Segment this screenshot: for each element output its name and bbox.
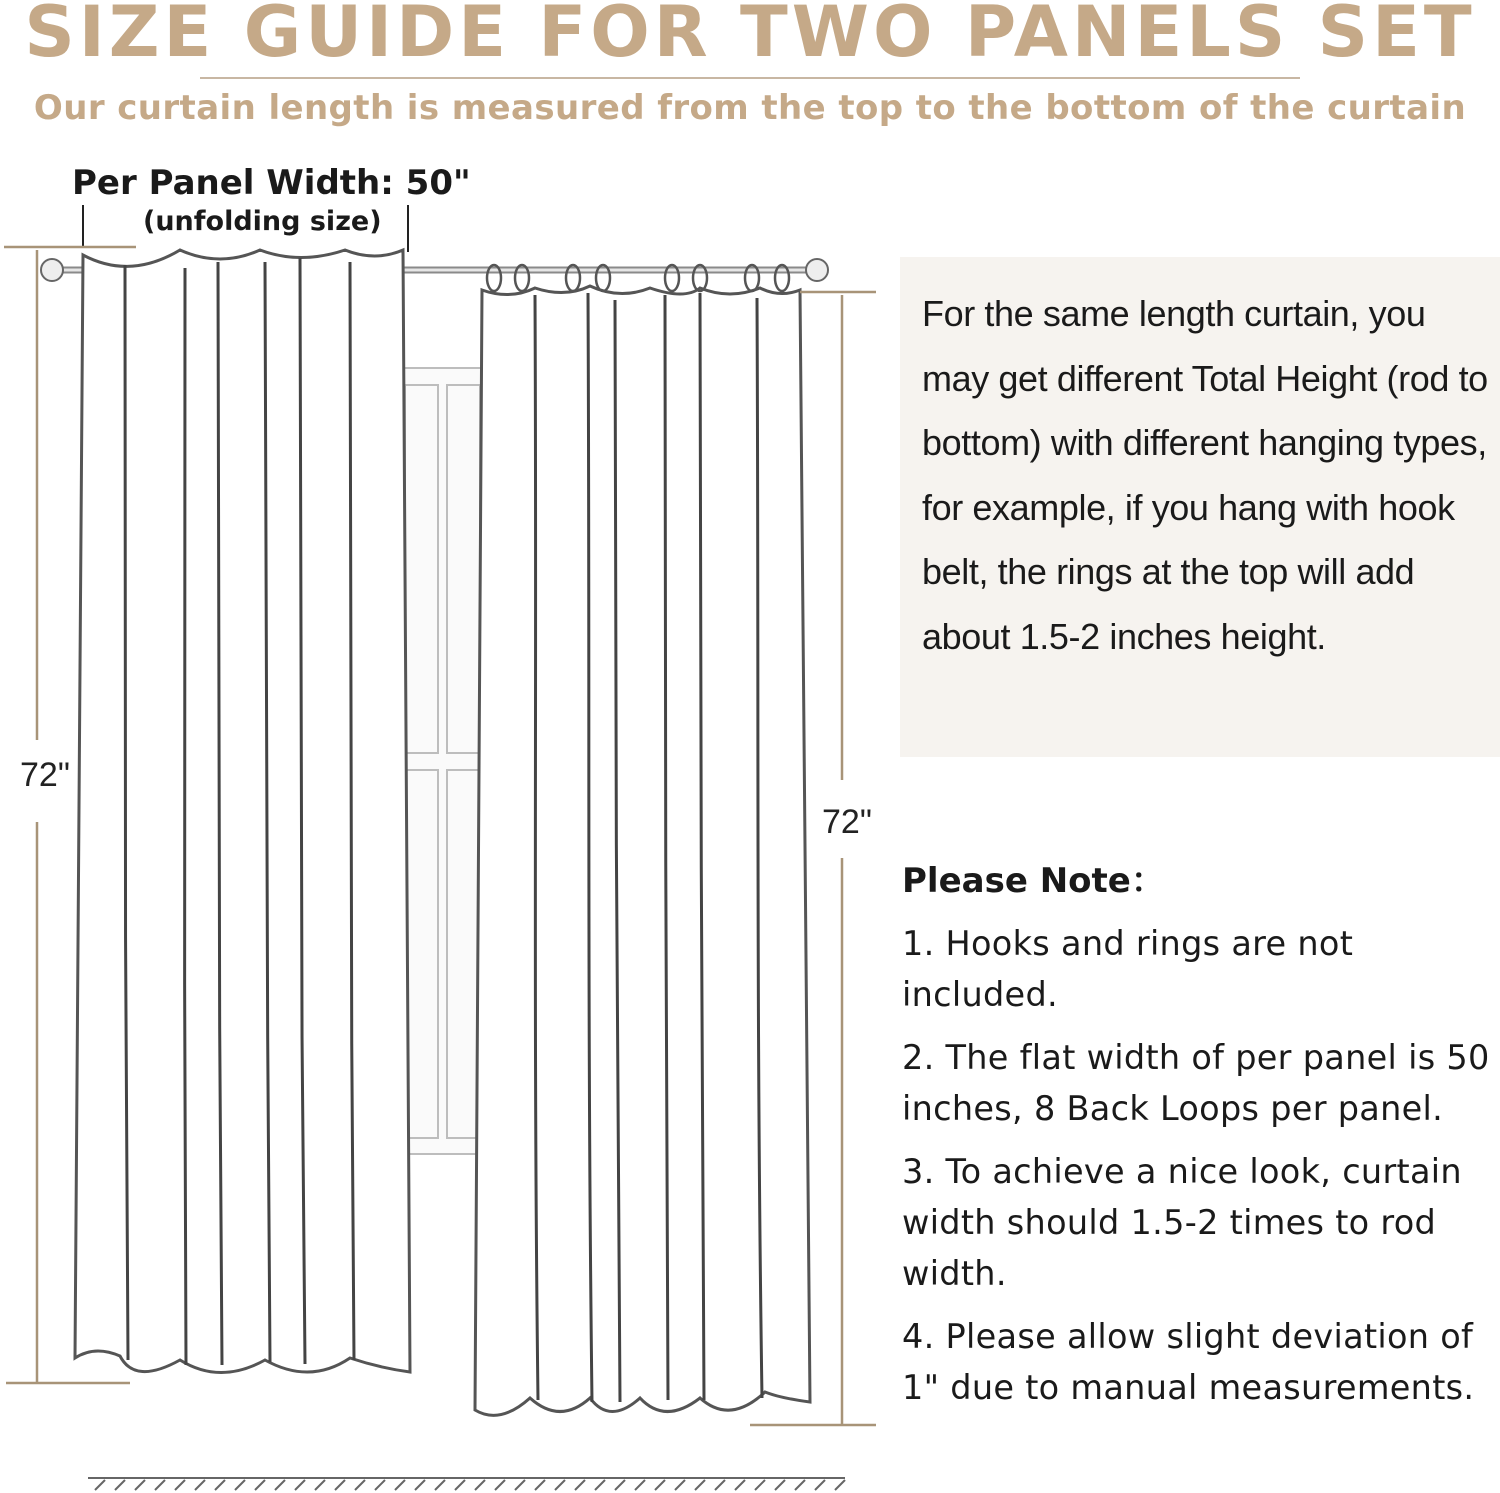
window-frame (403, 368, 485, 1154)
floor-hatching (88, 1478, 845, 1490)
info-text: For the same length curtain, you may get different Total Height (rod to bottom) with different hanging types, for example, if you hang with hook belt, the rings at the top will add about 1.5-2 inches height. (922, 293, 1488, 657)
notes-list (902, 918, 1500, 1425)
panel-width-note: (unfolding size) (143, 206, 382, 237)
info-box (900, 257, 1500, 757)
left-height-label: 72" (20, 756, 70, 794)
panel-width-label: Per Panel Width: 50" (72, 163, 471, 203)
note-item: 2. The flat width of per panel is 50 inches, 8 Back Loops per panel. (902, 1038, 1490, 1128)
page-title: SIZE GUIDE FOR TWO PANELS SET (24, 0, 1476, 73)
page-subtitle: Our curtain length is measured from the top to the bottom of the curtain (33, 88, 1467, 128)
right-height-label: 72" (822, 803, 872, 841)
note-item: 4. Please allow slight deviation of 1" due to manual measurements. (902, 1317, 1475, 1407)
note-item: 1. Hooks and rings are not included. (902, 924, 1354, 1014)
notes-title: Please Note： (902, 861, 1165, 901)
note-item: 3. To achieve a nice look, curtain width should 1.5-2 times to rod width. (902, 1152, 1462, 1293)
